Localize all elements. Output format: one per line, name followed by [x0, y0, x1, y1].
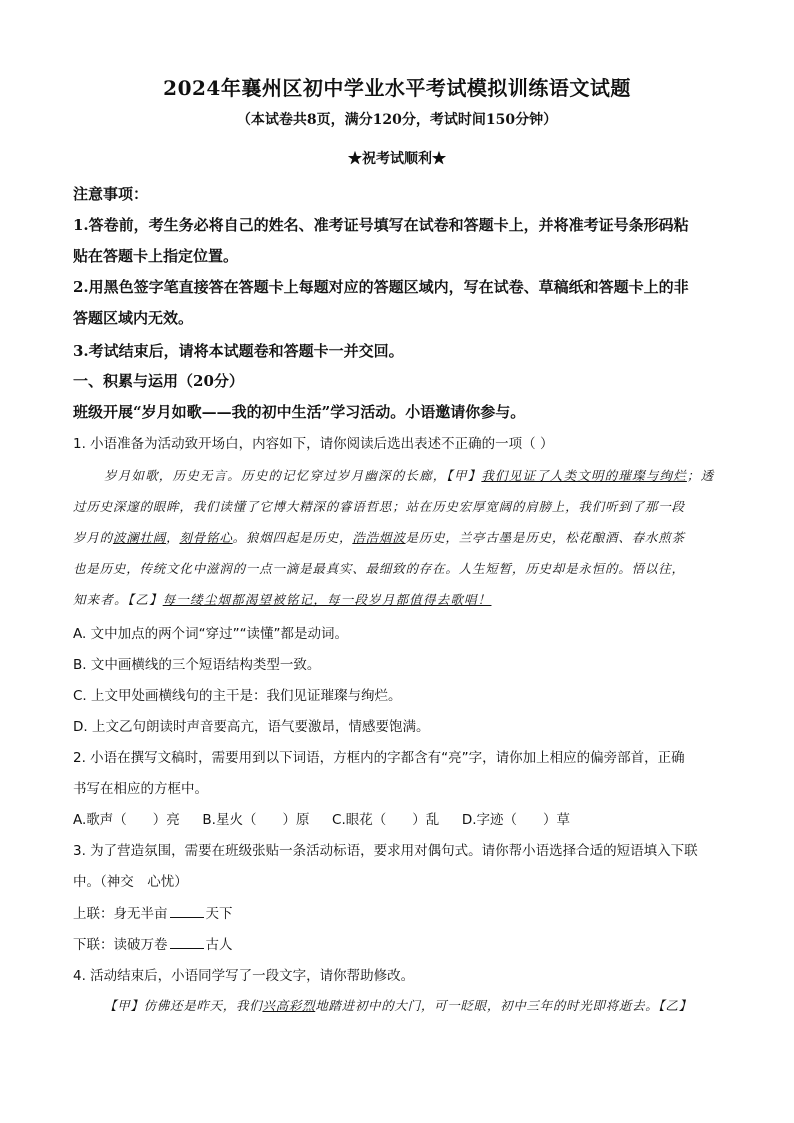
notice-item: 贴在答题卡上指定位置。 [73, 247, 239, 265]
lower-couplet: 下联：读破万卷 古人 [73, 937, 233, 953]
question-2-stem: 书写在相应的方框中。 [73, 781, 208, 797]
question-2-stem: 2. 小语在撰写文稿时，需要用到以下词语，方框内的字都含有“亮”字，请你加上相应的偏旁部首，正确 [73, 750, 685, 766]
passage-line: 过历史深邃的眼眸，我们读懂了它博大精深的睿语哲思；站在历史宏厚宽阔的肩膀上，我们听到了那一段 [73, 499, 685, 514]
question-1-stem: 1. 小语准备为活动致开场白，内容如下，请你阅读后选出表述不正确的一项（ ） [73, 436, 554, 452]
exam-info: （本试卷共8页，满分120分，考试时间150分钟） [236, 112, 558, 128]
question-3-stem: 中。（神交 心忧） [73, 874, 188, 890]
passage-line: 【甲】仿佛还是昨天，我们兴高彩烈地踏进初中的大门，可一眨眼，初中三年的时光即将逝去。【乙】 [104, 998, 692, 1013]
passage-line: 也是历史，传统文化中滋润的一点一滴是最真实、最细致的存在。人生短暂，历史却是永恒的。悟以往， [73, 561, 685, 576]
section-intro: 班级开展“岁月如歌——我的初中生活”学习活动。小语邀请你参与。 [73, 403, 526, 421]
question-2-options: A.歌声（ ）亮 B.星火（ ）原 C.眼花（ ）乱 D.字迹（ ）草 [73, 812, 571, 828]
section-heading: 一、积累与运用（20分） [73, 372, 244, 390]
option-c: C. 上文甲处画横线句的主干是：我们见证璀璨与绚烂。 [73, 688, 402, 704]
answer-blank [170, 935, 204, 949]
passage-line: 岁月的波澜壮阔，刻骨铭心。狼烟四起是历史，浩浩烟波是历史，兰亭古墨是历史，松花酿酒、春水煎茶 [73, 530, 685, 545]
upper-couplet: 上联：身无半亩 天下 [73, 906, 233, 922]
page-title: 2024年襄州区初中学业水平考试模拟训练语文试题 [163, 76, 631, 100]
notice-heading: 注意事项： [73, 185, 149, 203]
notice-item: 3.考试结束后，请将本试题卷和答题卡一并交回。 [73, 342, 404, 360]
notice-item: 2.用黑色签字笔直接答在答题卡上每题对应的答题区域内，写在试卷、草稿纸和答题卡上的非 [73, 278, 689, 296]
passage-line: 知来者。【乙】每一缕尘烟都渴望被铭记，每一段岁月都值得去歌唱！ [73, 592, 492, 607]
passage-line: 岁月如歌，历史无言。历史的记忆穿过岁月幽深的长廊，【甲】我们见证了人类文明的璀璨与绚烂；透 [104, 468, 715, 483]
notice-item: 1.答卷前，考生务必将自己的姓名、准考证号填写在试卷和答题卡上，并将准考证号条形码粘 [73, 216, 689, 234]
option-d: D. 上文乙句朗读时声音要高亢，语气要激昂，情感要饱满。 [73, 719, 430, 735]
blessing-text: ★祝考试顺利★ [348, 151, 446, 167]
answer-blank [170, 904, 204, 918]
question-3-stem: 3. 为了营造氛围，需要在班级张贴一条活动标语，要求用对偶句式。请你帮小语选择合适的短语填入下联 [73, 843, 698, 859]
option-a: A. 文中加点的两个词“穿过”“读懂”都是动词。 [73, 626, 349, 642]
notice-item: 答题区域内无效。 [73, 309, 194, 327]
question-4-stem: 4. 活动结束后，小语同学写了一段文字，请你帮助修改。 [73, 968, 415, 984]
option-b: B. 文中画横线的三个短语结构类型一致。 [73, 657, 321, 673]
